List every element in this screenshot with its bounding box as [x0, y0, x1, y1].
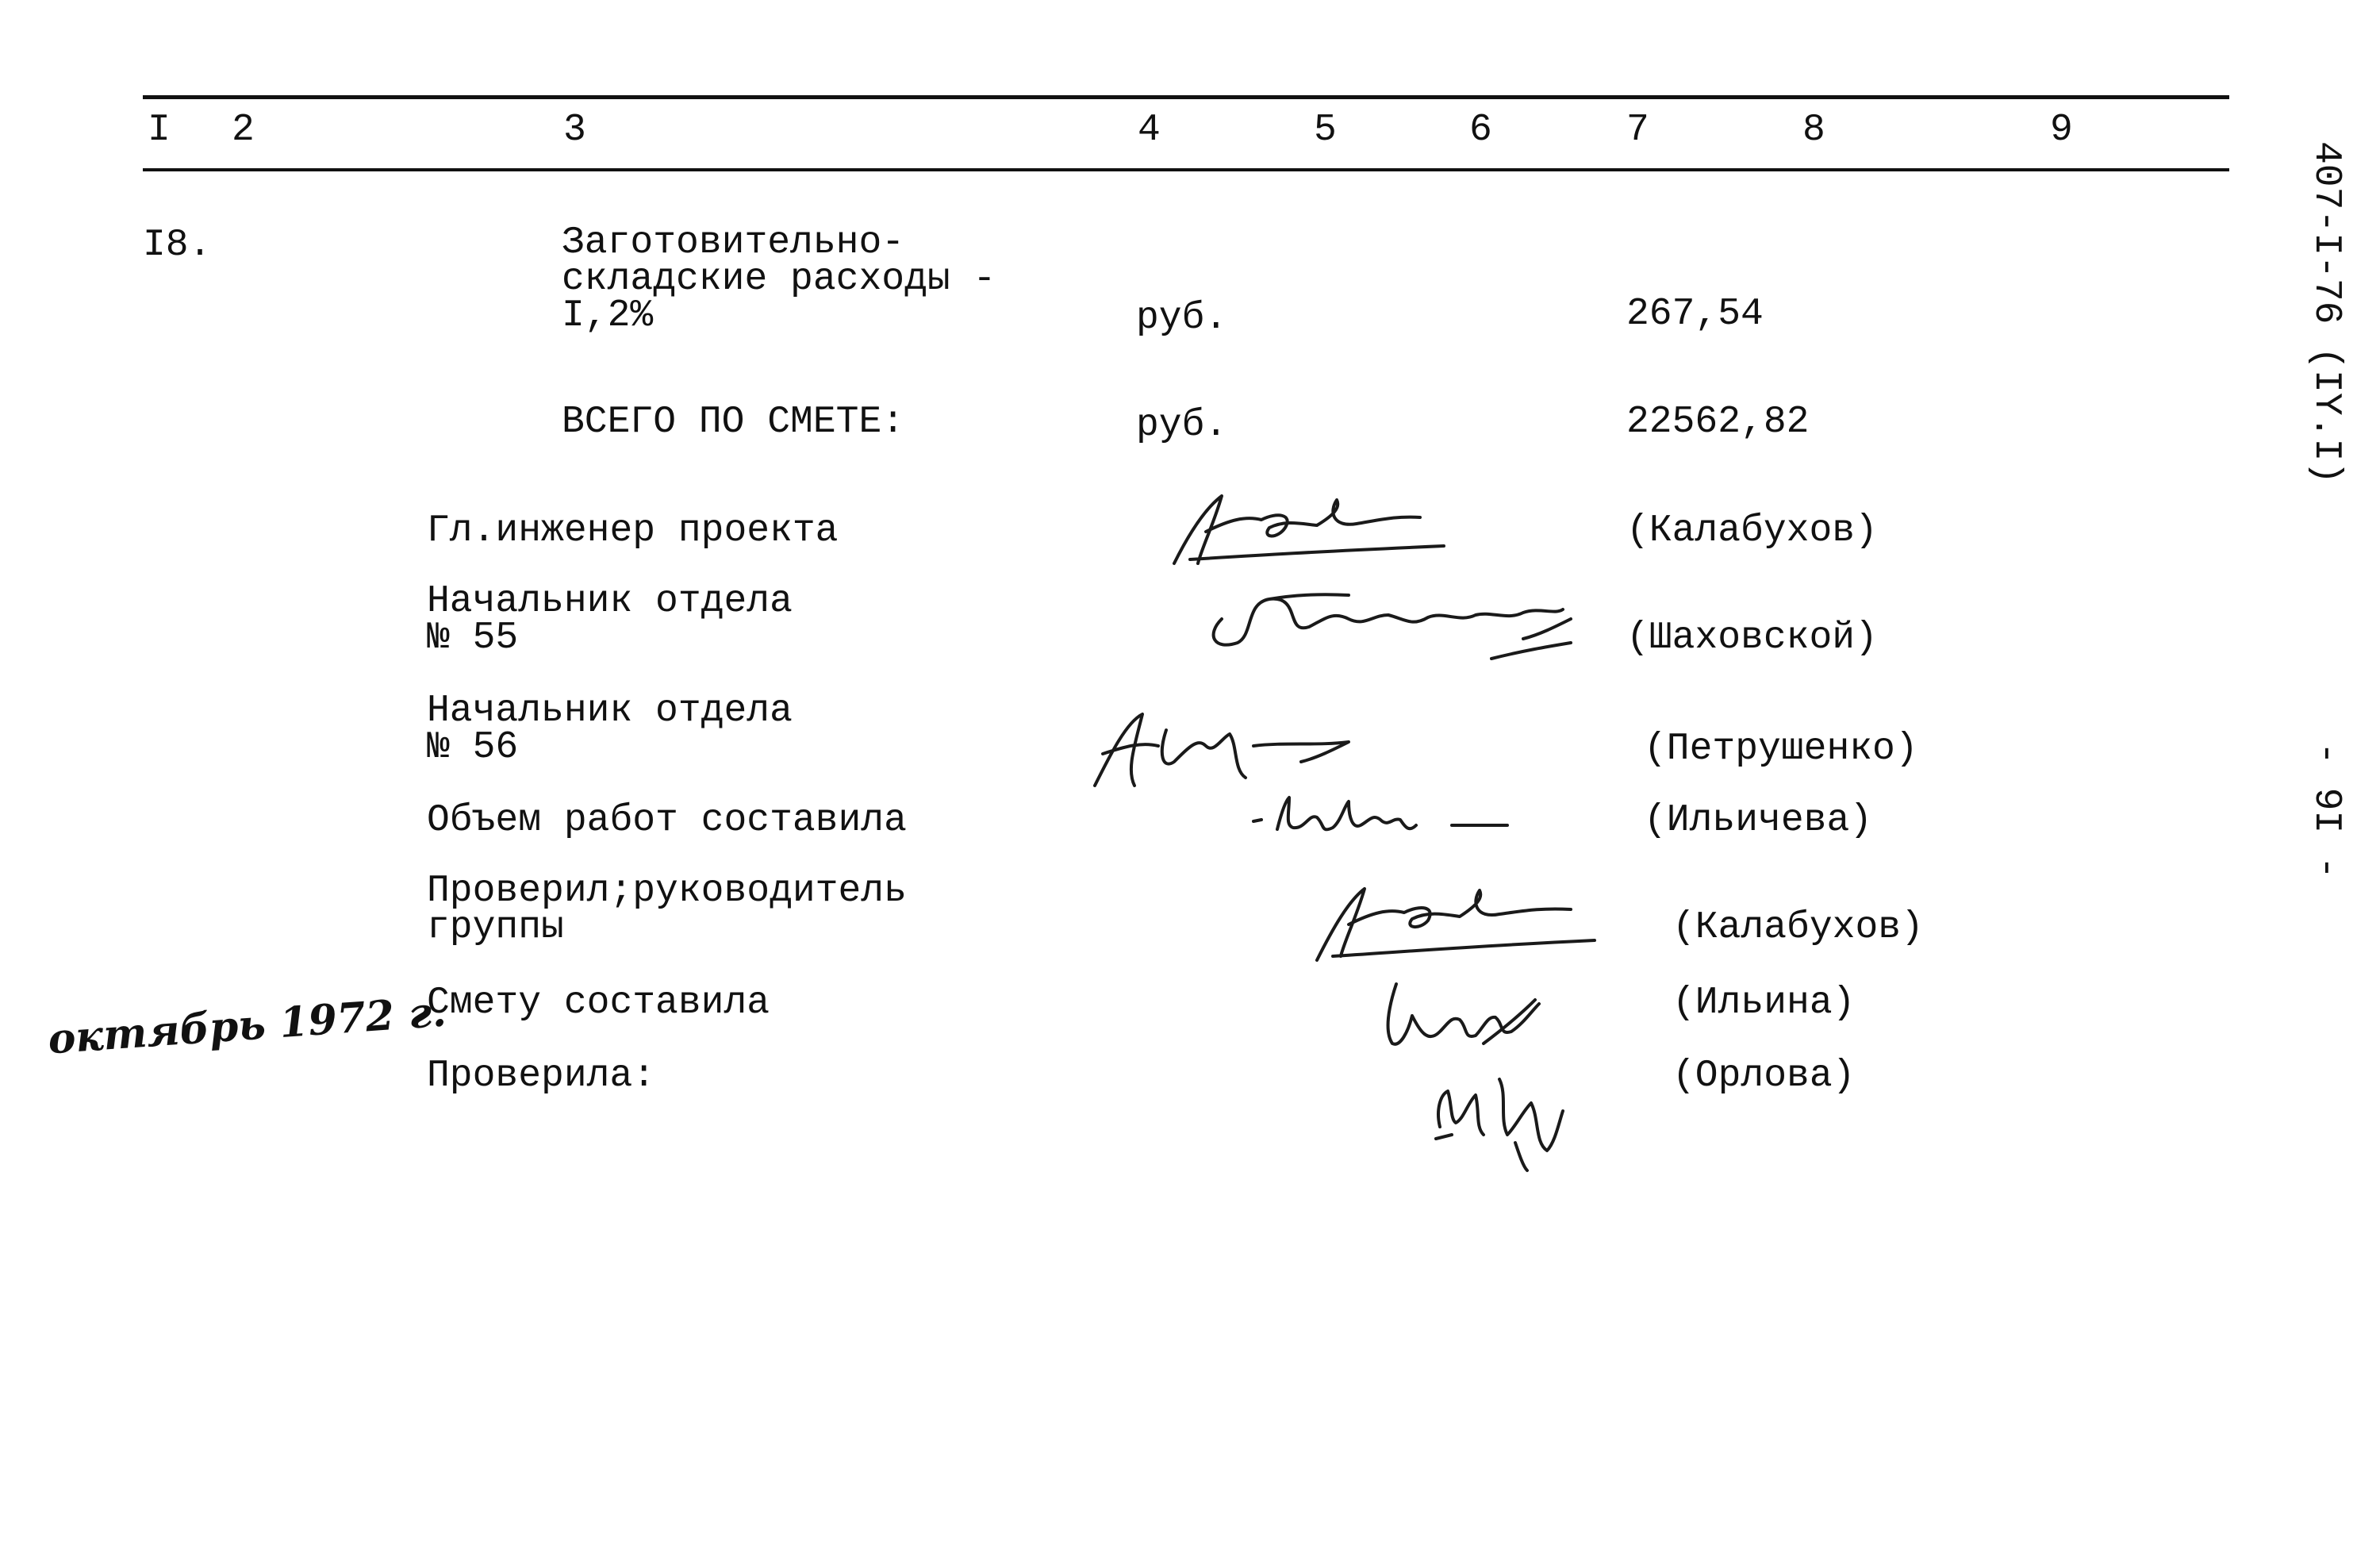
- handwritten-signature-icon: [1365, 968, 1555, 1055]
- handwritten-signature-icon: [1079, 698, 1365, 801]
- signatory-name: (Ильина): [1672, 982, 1856, 1024]
- handwritten-signature-icon: [1420, 1047, 1579, 1174]
- item-description-line: I,2%: [562, 294, 654, 337]
- signatory-name: (Калабухов): [1626, 509, 1878, 552]
- handwritten-signature-icon: [1301, 873, 1603, 968]
- signatory-role: Гл.инженер проекта: [427, 509, 839, 552]
- signatory-name: (Ильичева): [1644, 799, 1873, 842]
- item-value: 267,54: [1626, 293, 1764, 336]
- item-description-line: Заготовительно-: [562, 221, 905, 264]
- item-unit: руб.: [1136, 297, 1228, 340]
- signatory-role: Объем работ составила: [427, 799, 907, 842]
- handwritten-signature-icon: [1246, 790, 1531, 845]
- column-header-8: 8: [1802, 109, 1825, 152]
- signatory-name: (Калабухов): [1672, 906, 1924, 949]
- column-header-3: 3: [563, 109, 586, 152]
- page-number: - 9I -: [2305, 742, 2347, 879]
- column-header-7: 7: [1626, 109, 1649, 152]
- item-number: I8.: [143, 224, 212, 267]
- header-bottom-rule: [143, 168, 2229, 171]
- signatory-name: (Орлова): [1672, 1055, 1856, 1097]
- signatory-role: Проверила:: [427, 1055, 656, 1097]
- handwritten-signature-icon: [1190, 571, 1587, 667]
- header-top-rule: [143, 95, 2229, 99]
- column-header-1: I: [148, 109, 171, 152]
- column-header-5: 5: [1314, 109, 1337, 152]
- signatory-role-detail: № 56: [427, 726, 519, 769]
- column-header-4: 4: [1138, 109, 1161, 152]
- total-label: ВСЕГО ПО СМЕТЕ:: [562, 401, 905, 444]
- handwritten-date: октябрь 1972 г.: [46, 987, 448, 1064]
- signatory-role-detail: группы: [427, 906, 564, 949]
- column-header-9: 9: [2050, 109, 2073, 152]
- signatory-name: (Петрушенко): [1644, 728, 1918, 771]
- column-header-2: 2: [232, 109, 255, 152]
- signatory-role: Смету составила: [427, 982, 770, 1024]
- column-header-6: 6: [1469, 109, 1492, 152]
- side-document-code: 407-I-76 (IY.I): [2305, 141, 2347, 485]
- handwritten-signature-icon: [1158, 484, 1460, 571]
- signatory-role-detail: № 55: [427, 617, 519, 659]
- signatory-name: (Шаховской): [1626, 617, 1878, 659]
- signatory-role: Проверил;руководитель: [427, 870, 907, 913]
- signatory-role: Начальник отдела: [427, 690, 793, 732]
- total-unit: руб.: [1136, 404, 1228, 447]
- signatory-role: Начальник отдела: [427, 580, 793, 623]
- item-description-line: складские расходы -: [562, 258, 996, 301]
- total-value: 22562,82: [1626, 401, 1810, 444]
